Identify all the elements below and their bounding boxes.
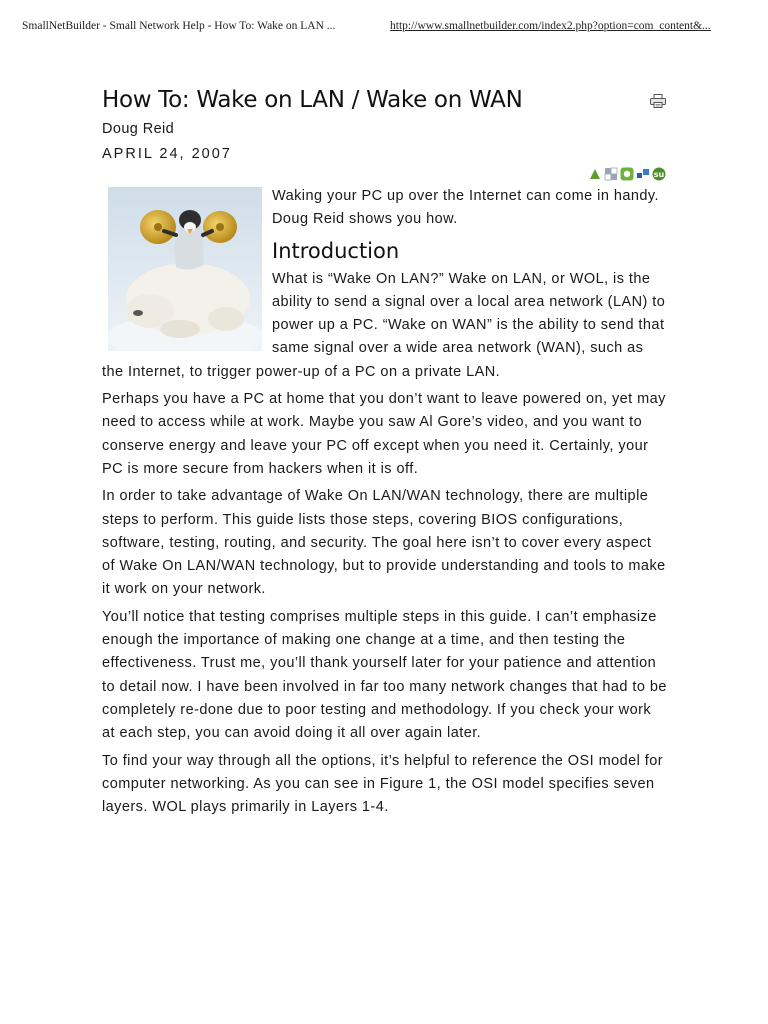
section-heading: Introduction (272, 238, 400, 263)
title-row (102, 84, 668, 116)
social-bookmarks (102, 165, 668, 185)
article-body (102, 185, 668, 819)
print-icon[interactable] (650, 94, 666, 108)
article-author: Doug Reid (102, 121, 175, 137)
article-date: APRIL 24, 2007 (102, 146, 232, 162)
paragraph: You’ll notice that testing comprises multiple steps in this guide. I can’t emphasize enough the importance of making one change at a time, and then testing the effectiveness. Trust me, you’ll thank yourself later for your patience and attention to detail now. I have been involved in far too many network changes that had to be completely re-done due to poor testing and methodology. If you check your work at each step, you can avoid doing it all over again later. (102, 608, 667, 742)
article (102, 84, 668, 823)
paragraph: In order to take advantage of Wake On LAN/WAN technology, there are multiple steps to perform. This guide lists those steps, covering BIOS configurations, software, testing, routing, and security. The goal here isn’t to cover every aspect of Wake On LAN/WAN technology, but to provide understanding and tools to make it work on your network. (102, 488, 666, 598)
technorati-icon[interactable] (620, 167, 634, 181)
print-header-url[interactable]: http://www.smallnetbuilder.com/index2.php?option=com_content&... (390, 20, 711, 32)
paragraph: To find your way through all the options, it’s helpful to reference the OSI model for computer networking. As you can see in Figure 1, the OSI model specifies seven layers. WOL plays primarily in Layers 1-4. (102, 752, 664, 816)
svg-text:su: su (653, 170, 665, 179)
paragraph: What is “Wake On LAN?” Wake on LAN, or WOL, is the ability to send a signal over a local area network (LAN) to power up a PC. “Wake on WAN” is the ability to send that same signal over a wide area network (WAN), such as the Internet, to trigger power-up of a PC on a private LAN. (102, 270, 666, 380)
digg-icon[interactable] (588, 167, 602, 181)
paragraph: Perhaps you have a PC at home that you don’t want to leave powered on, yet may need to access while at work. Maybe you saw Al Gore’s video, and you want to conserve energy and leave your PC off except when you need it. Certainly, your PC is more secure from hackers when it is off. (102, 391, 666, 477)
print-header-title: SmallNetBuilder - Small Network Help - How To: Wake on LAN ... (22, 20, 336, 32)
blinklist-icon[interactable] (636, 167, 650, 181)
article-image (108, 187, 262, 351)
article-title: How To: Wake on LAN / Wake on WAN (102, 87, 523, 113)
stumbleupon-icon[interactable] (652, 167, 666, 181)
delicious-icon[interactable] (604, 167, 618, 181)
teaser: Waking your PC up over the Internet can come in handy. Doug Reid shows you how. (272, 188, 659, 228)
